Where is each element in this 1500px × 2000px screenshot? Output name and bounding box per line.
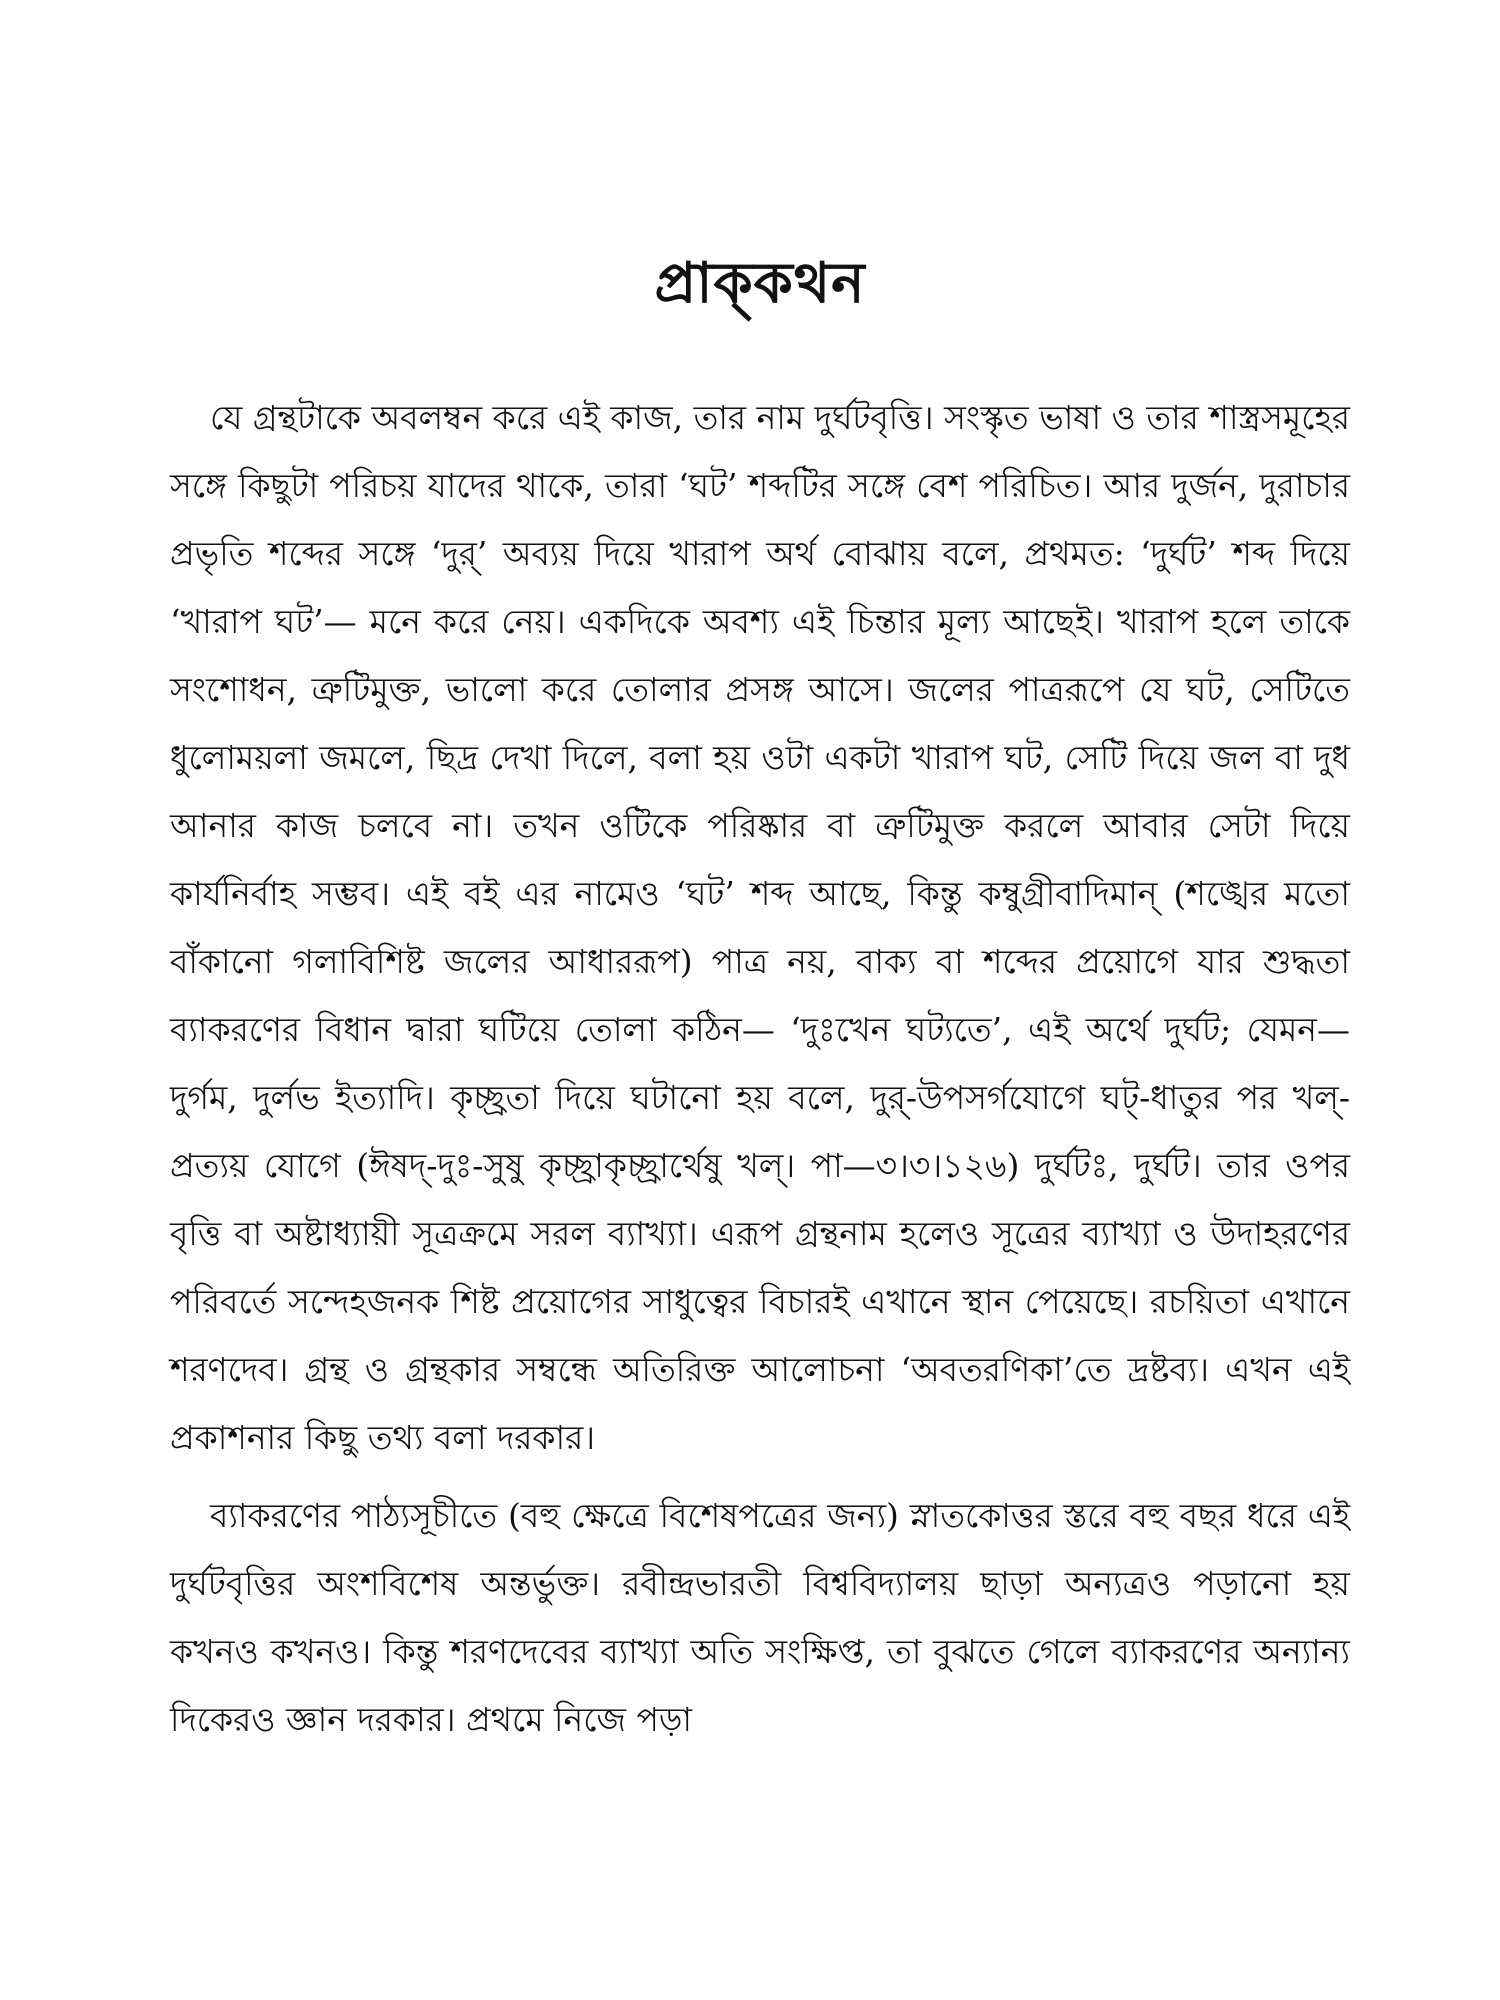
page-title: প্রাক্‌কথন — [654, 250, 866, 316]
paragraph-1: যে গ্রন্থটাকে অবলম্বন করে এই কাজ, তার নাম দুর্ঘটবৃত্তি। সংস্কৃত ভাষা ও তার শাস্ত্রসমূহের সঙ্গে কিছুটা পরিচয় যাদের থাকে, তারা ‘ঘট’ শব্দটির সঙ্গে বেশ পরিচিত। আর দুর্জন, দুরাচার প্রভৃতি শব্দের সঙ্গে ‘দুর্’ অব্যয় দিয়ে খারাপ অর্থ বোঝায় বলে, প্রথমত: ‘দুর্ঘট’ শব্দ দিয়ে ‘খারাপ ঘট’— মনে করে নেয়। একদিকে অবশ্য এই চিন্তার মূল্য আছেই। খারাপ হলে তাকে সংশোধন, ত্রুটিমুক্ত, ভালো করে তোলার প্রসঙ্গ আসে। জলের পাত্ররূপে যে ঘট, সেটিতে ধুলোময়লা জমলে, ছিদ্র দেখা দিলে, বলা হয় ওটা একটা খারাপ ঘট, সেটি দিয়ে জল বা দুধ আনার কাজ চলবে না। তখন ওটিকে পরিষ্কার বা ত্রুটিমুক্ত করলে আবার সেটা দিয়ে কার্যনির্বাহ সম্ভব। এই বই এর নামেও ‘ঘট’ শব্দ আছে, কিন্তু কম্বুগ্রীবাদিমান্ (শঙ্খের মতো বাঁকানো গলাবিশিষ্ট জলের আধাররূপ) পাত্র নয়, বাক্য বা শব্দের প্রয়োগে যার শুদ্ধতা ব্যাকরণের বিধান দ্বারা ঘটিয়ে তোলা কঠিন— ‘দুঃখেন ঘট্যতে’, এই অর্থে দুর্ঘট; যেমন— দুর্গম, দুর্লভ ইত্যাদি। কৃচ্ছ্রতা দিয়ে ঘটানো হয় বলে, দুর্-উপসর্গযোগে ঘট্-ধাতুর পর খল্-প্রত্যয় যোগে (ঈষদ্-দুঃ-সুষু কৃচ্ছ্রাকৃচ্ছ্রার্থেষু খল্। পা—৩।৩।১২৬) দুর্ঘটঃ, দুর্ঘট। তার ওপর বৃত্তি বা অষ্টাধ্যায়ী সূত্রক্রমে সরল ব্যাখ্যা। এরূপ গ্রন্থনাম হলেও সূত্রের ব্যাখ্যা ও উদাহরণের পরিবর্তে সন্দেহজনক শিষ্ট প্রয়োগের সাধুত্বের বিচারই এখানে স্থান পেয়েছে। রচয়িতা এখানে শরণদেব। গ্রন্থ ও গ্রন্থকার সম্বন্ধে অতিরিক্ত আলোচনা ‘অবতরণিকা’তে দ্রষ্টব্য। এখন এই প্রকাশনার কিছু তথ্য বলা দরকার। — [170, 398, 1350, 1457]
document-page — [170, 240, 1350, 1764]
paragraph-2: ব্যাকরণের পাঠ্যসূচীতে (বহু ক্ষেত্রে বিশেষপত্রের জন্য) স্নাতকোত্তর স্তরে বহু বছর ধরে এই দুর্ঘটবৃত্তির অংশবিশেষ অন্তর্ভুক্ত। রবীন্দ্রভারতী বিশ্ববিদ্যালয় ছাড়া অন্যত্রও পড়ানো হয় কখনও কখনও। কিন্তু শরণদেবের ব্যাখ্যা অতি সংক্ষিপ্ত, তা বুঝতে গেলে ব্যাকরণের অন্যান্য দিকেরও জ্ঞান দরকার। প্রথমে নিজে পড়া — [170, 1496, 1350, 1739]
